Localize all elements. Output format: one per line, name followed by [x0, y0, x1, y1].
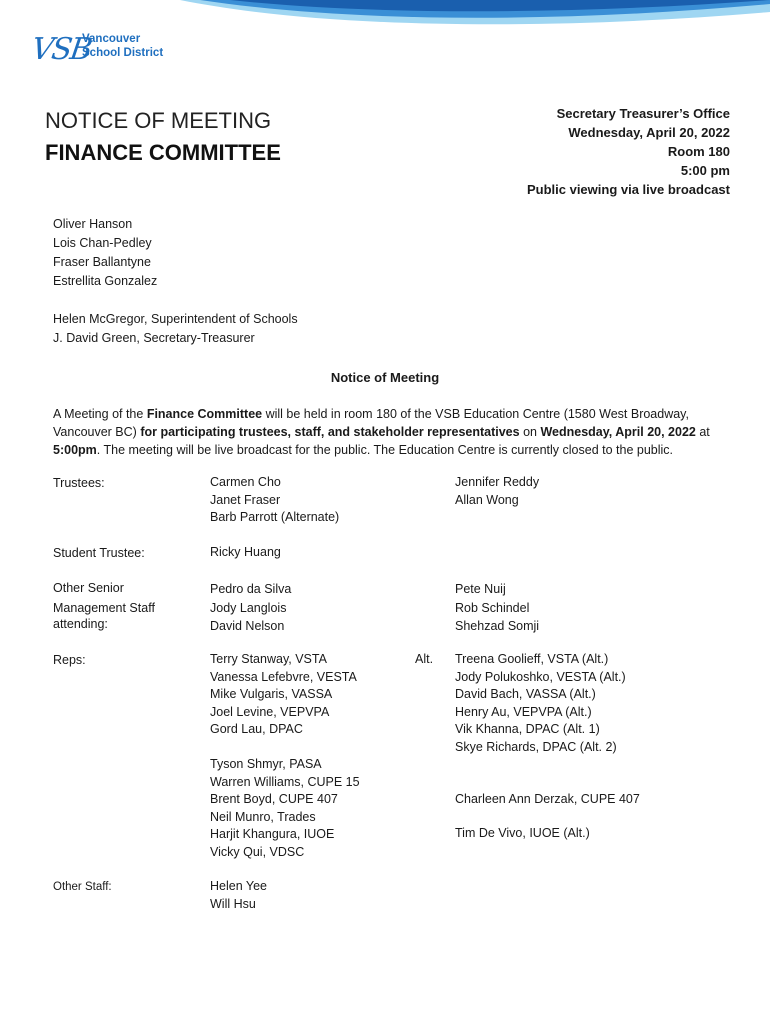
meeting-time: 5:00 pm	[680, 163, 730, 178]
meeting-room: Room 180	[667, 144, 730, 159]
reps-alt-col	[455, 651, 626, 756]
logo-wordmark: Vancouver School District	[82, 33, 164, 59]
other-staff-list	[210, 878, 267, 913]
alt-rep-name: Jody Polukoshko, VESTA (Alt.)	[455, 669, 626, 684]
alt-rep-name: Henry Au, VEPVPA (Alt.)	[455, 704, 592, 719]
reps-label: Reps:	[53, 653, 86, 667]
alt-rep-name: Charleen Ann Derzak, CUPE 407	[455, 792, 640, 806]
meeting-date: Wednesday, April 20, 2022	[568, 125, 730, 140]
rep-name: Harjit Khangura, IUOE	[210, 827, 335, 841]
alt-rep-name: Tim De Vivo, IUOE (Alt.)	[455, 826, 590, 840]
reps-col-1b	[210, 756, 360, 861]
logo-mark: VSB	[29, 32, 93, 67]
reps-col-1	[210, 651, 357, 739]
rep-name: Vicky Qui, VDSC	[210, 844, 305, 859]
trustees-col-2	[455, 474, 539, 509]
alt-rep-name: Vik Khanna, DPAC (Alt. 1)	[455, 722, 600, 736]
rep-name: Gord Lau, DPAC	[210, 722, 303, 736]
staff-name: Will Hsu	[210, 896, 256, 911]
notice-heading: Notice of Meeting	[330, 370, 440, 385]
trustee-name: Barb Parrott (Alternate)	[210, 510, 340, 524]
trustee-name: Carmen Cho	[210, 475, 281, 489]
member-name: Fraser Ballantyne	[53, 255, 151, 269]
rep-name: Neil Munro, Trades	[210, 809, 316, 824]
staff-name: David Nelson	[210, 619, 285, 633]
committee-title: FINANCE COMMITTEE	[45, 140, 281, 165]
senior-staff-label: Other Senior Management Staff attending:	[53, 581, 155, 631]
staff-name: Pete Nuij	[455, 582, 506, 596]
rep-name: Warren Williams, CUPE 15	[210, 774, 360, 789]
officials-list	[53, 310, 298, 348]
alt-rep-name: Treena Goolieff, VSTA (Alt.)	[455, 652, 609, 666]
trustees-label: Trustees:	[53, 476, 105, 490]
alt-rep-name: David Bach, VASSA (Alt.)	[455, 687, 596, 701]
notice-title: NOTICE OF MEETING	[45, 108, 272, 133]
notice-paragraph: A Meeting of the Finance Committee will be held in room 180 of the VSB Education Centre (1580 West Broadway, Vancouver BC) for participating trustees, staff, and stakeholder representatives on Wednesday, April 20, 2022 at 5:00pm. The meeting will be live broadcast for the public. The Education Centre is currently closed to the public.	[53, 407, 710, 457]
trustee-name: Jennifer Reddy	[455, 475, 540, 489]
student-trustee-label: Student Trustee:	[53, 546, 145, 560]
trustees-col-1	[210, 474, 339, 527]
trustee-name: Allan Wong	[455, 492, 519, 507]
trustee-name: Janet Fraser	[210, 492, 281, 507]
member-name: Estrellita Gonzalez	[53, 274, 158, 288]
student-trustee-name: Ricky Huang	[210, 545, 281, 559]
alt-label: Alt.	[415, 652, 434, 666]
member-name: Lois Chan-Pedley	[53, 236, 152, 250]
rep-name: Terry Stanway, VSTA	[210, 652, 327, 666]
vsb-logo	[30, 28, 170, 76]
rep-name: Joel Levine, VEPVPA	[210, 704, 330, 719]
official-name: Helen McGregor, Superintendent of Schools	[53, 312, 298, 326]
rep-name: Brent Boyd, CUPE 407	[210, 792, 338, 806]
meeting-details	[527, 104, 730, 199]
senior-staff-col-2	[455, 580, 539, 636]
rep-name: Tyson Shmyr, PASA	[210, 757, 322, 771]
rep-name: Mike Vulgaris, VASSA	[210, 687, 333, 701]
rep-name: Vanessa Lefebvre, VESTA	[210, 669, 357, 684]
staff-name: Jody Langlois	[210, 600, 287, 615]
staff-name: Helen Yee	[210, 879, 268, 893]
committee-members	[53, 215, 157, 291]
staff-name: Rob Schindel	[455, 600, 530, 615]
alt-rep-name: Skye Richards, DPAC (Alt. 2)	[455, 739, 617, 754]
senior-staff-col-1	[210, 580, 291, 636]
member-name: Oliver Hanson	[53, 217, 133, 231]
staff-name: Shehzad Somji	[455, 619, 540, 633]
broadcast-note: Public viewing via live broadcast	[526, 182, 730, 197]
other-staff-label: Other Staff:	[53, 881, 112, 893]
official-name: J. David Green, Secretary-Treasurer	[53, 331, 255, 345]
office-name: Secretary Treasurer’s Office	[556, 106, 730, 121]
staff-name: Pedro da Silva	[210, 582, 292, 596]
